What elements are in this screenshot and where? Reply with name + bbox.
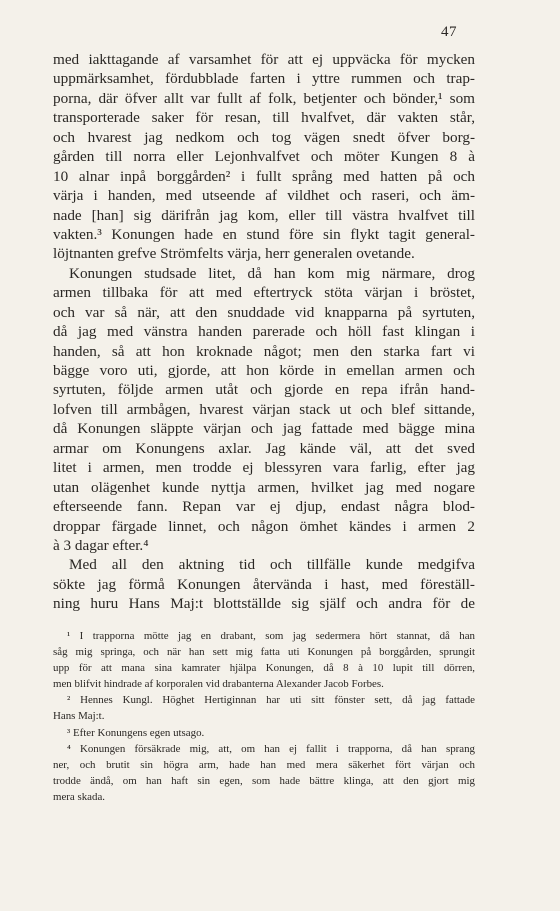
- text-line: nade [han] sig därifrån jag kom, eller till västra hvalfvet till: [53, 206, 475, 224]
- page-number: 47: [441, 24, 457, 40]
- footnote-line: Hans Maj:t.: [53, 710, 105, 723]
- text-line: uppmärksamhet, fördubblade farten i yttre rummen och trap-: [53, 70, 475, 88]
- footnote-line: upp för att mana sina kamrater hjälpa Konungen, då 8 à 10 lupit till dörren,: [53, 662, 475, 675]
- footnote-line: ² Hennes Kungl. Höghet Hertiginnan har uti sitt fönster sett, då jag fattade: [67, 694, 475, 707]
- text-line: litet i armen, men trodde ej blessyren vara farlig, efter jag: [53, 459, 475, 477]
- text-line: handen, så att hon kroknade något; men den starka fart vi: [53, 342, 475, 360]
- footnote-line: ner, och brutit sin högra arm, hade han med mera säkerhet fört värjan och: [53, 758, 475, 771]
- footnote-line: mera skada.: [53, 790, 106, 803]
- text-line: och var så när, att den snuddade vid knapparna på syrtuten,: [53, 303, 475, 321]
- text-line: löjtnanten grefve Strömfelts värja, herr generalen ovetande.: [53, 245, 415, 263]
- text-line: vakten.³ Konungen hade en stund före sin flykt tagit general-: [53, 225, 475, 243]
- text-line: då Konungen släppte värjan och jag fattade med bägge mina: [53, 420, 475, 438]
- text-line: ning huru Hans Maj:t blottställde sig själf och andra för de: [53, 595, 475, 613]
- text-line: armar om Konungens axlar. Jag kände väl, att det sved: [53, 439, 475, 457]
- text-line: efterseende fann. Repan var ej djup, endast några blod-: [53, 498, 475, 516]
- text-line: droppar färgade linnet, och någon ömhet kändes i armen 2: [53, 517, 475, 535]
- text-line: syrtuten, följde armen utåt och gjorde en repa ifrån hand-: [53, 381, 475, 399]
- text-line: med iakttagande af varsamhet för att ej uppväcka för mycken: [53, 51, 475, 68]
- footnote-line: men blifvit hindrade af korporalen vid drabanterna Alexander Jacob Forbes.: [53, 678, 384, 691]
- text-line: Konungen studsade litet, då han kom mig närmare, drog: [69, 264, 475, 282]
- text-line: och hvarest jag nedkom och tog vägen snedt öfver borg-: [53, 128, 475, 146]
- footnote-line: ³ Efter Konungens egen utsago.: [67, 726, 205, 739]
- text-line: armen tillbaka för att med eftertryck stöta värjan i bröstet,: [53, 284, 475, 302]
- text-line: gården till norra eller Lejonhvalfvet och möter Kungen 8 à: [53, 148, 475, 166]
- text-line: 10 alnar inpå borggården² i fullt språng med hatten på och: [53, 167, 475, 185]
- footnote-line: såg mig springa, och när han sett mig fatta uti Konungen på borggården, sprungit: [53, 646, 475, 659]
- text-line: porna, där öfver allt var fullt af folk, betjenter och bönder,¹ som: [53, 89, 475, 107]
- text-line: värja i handen, med utseende af vildhet och raseri, och äm-: [53, 187, 475, 205]
- text-line: à 3 dagar efter.⁴: [53, 536, 149, 554]
- text-line: Med all den aktning tid och tillfälle kunde medgifva: [69, 556, 475, 574]
- main-text: [53, 50, 475, 614]
- footnote-line: trodde ändå, om han haft sin egen, som hade bättre klinga, att den gjort mig: [53, 774, 475, 787]
- text-line: utan olägenhet kunde nyttja armen, hvilket jag med nogare: [53, 478, 475, 496]
- text-line: då jag med vänstra handen parerade och höll fast klingan i: [53, 323, 475, 341]
- text-line: transporterade saker för resan, till hvalfvet, där vakten står,: [53, 109, 475, 127]
- footnote-line: ¹ I trapporna mötte jag en drabant, som jag sedermera hört stannat, då han: [67, 630, 475, 642]
- footnote-line: ⁴ Konungen försäkrade mig, att, om han ej fallit i trapporna, då han sprang: [67, 742, 475, 755]
- text-line: sökte jag förmå Konungen återvända i hast, med föreställ-: [53, 575, 475, 593]
- text-line: lofven till armbågen, hvarest värjan stack ut och blef sittande,: [53, 400, 475, 418]
- text-line: bägge voro uti, gjorde, att hon körde in emellan armen och: [53, 362, 475, 379]
- footnotes: [53, 628, 475, 805]
